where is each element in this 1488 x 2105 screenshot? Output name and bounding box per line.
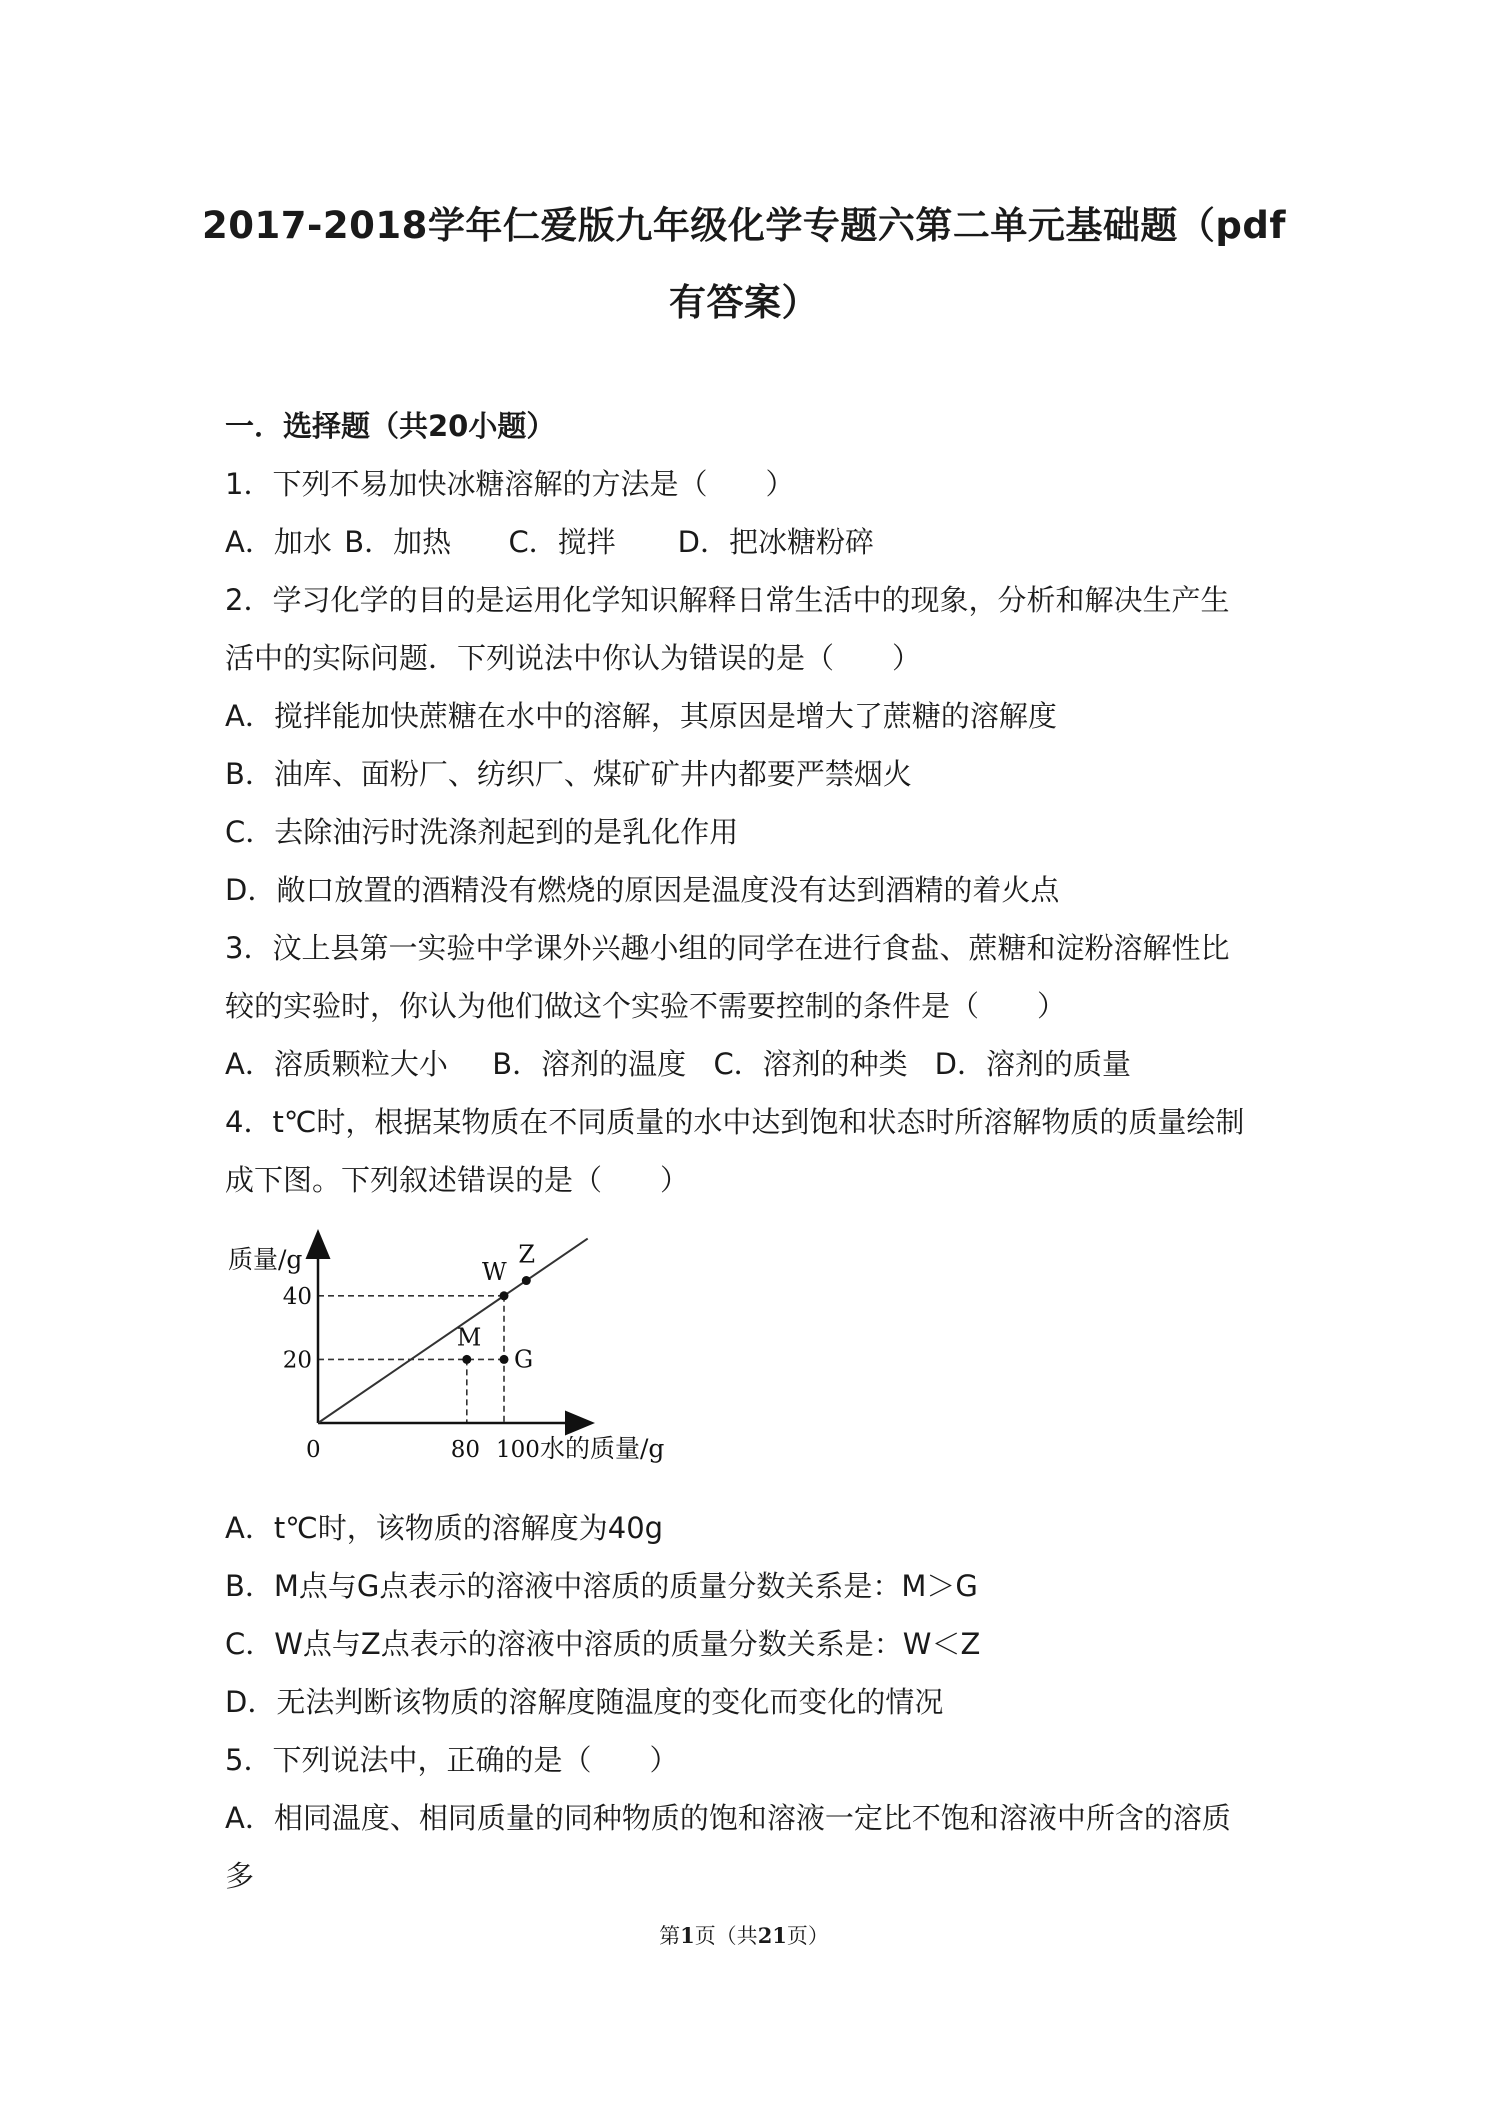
document-title-line-1: 2017-2018学年仁爱版九年级化学专题六第二单元基础题（pdf bbox=[202, 204, 1286, 247]
q1-options bbox=[225, 524, 874, 560]
footer-prefix: 第 bbox=[659, 1924, 681, 1948]
q1-option-b: B．加热 bbox=[344, 525, 452, 559]
q3-option-a: A．溶质颗粒大小 bbox=[225, 1047, 448, 1081]
q3-stem-line-2: 较的实验时，你认为他们做这个实验不需要控制的条件是（ ） bbox=[225, 989, 1067, 1023]
q3-options bbox=[225, 1046, 1131, 1082]
q5-stem: 5．下列说法中，正确的是（ ） bbox=[225, 1743, 679, 1777]
x-tick-label-80: 80 bbox=[450, 1437, 481, 1463]
q5-option-a-line-1: A．相同温度、相同质量的同种物质的饱和溶液一定比不饱和溶液中所含的溶质 bbox=[225, 1801, 1231, 1835]
point-z bbox=[522, 1276, 531, 1285]
page-footer bbox=[0, 1920, 1488, 1950]
y-tick-label-40: 40 bbox=[282, 1283, 312, 1310]
q2-stem-line-1: 2．学习化学的目的是运用化学知识解释日常生活中的现象，分析和解决生产生 bbox=[225, 583, 1230, 617]
q4-option-b: B．M点与G点表示的溶液中溶质的质量分数关系是：M＞G bbox=[225, 1569, 978, 1603]
y-axis-label: 质量/g bbox=[228, 1245, 303, 1274]
document-title-line-2: 有答案） bbox=[669, 281, 819, 324]
q4-stem-line-1: 4．t℃时，根据某物质在不同质量的水中达到饱和状态时所溶解物质的质量绘制 bbox=[225, 1105, 1245, 1139]
q4-option-c: C．W点与Z点表示的溶液中溶质的质量分数关系是：W＜Z bbox=[225, 1627, 981, 1661]
point-label-g: G bbox=[514, 1345, 534, 1374]
chart-points bbox=[457, 1241, 535, 1374]
q4-option-a: A．t℃时，该物质的溶解度为40g bbox=[225, 1511, 664, 1545]
point-g bbox=[500, 1355, 509, 1364]
chart-series bbox=[318, 1239, 588, 1423]
q3-option-d: D．溶剂的质量 bbox=[934, 1047, 1131, 1081]
footer-page-number: 1 bbox=[680, 1923, 695, 1948]
q2-stem-line-2: 活中的实际问题．下列说法中你认为错误的是（ ） bbox=[225, 641, 922, 675]
q1-option-d: D．把冰糖粉碎 bbox=[677, 525, 874, 559]
q1-option-c: C．搅拌 bbox=[508, 525, 616, 559]
footer-suffix: 页） bbox=[786, 1924, 829, 1948]
y-tick-label-20: 20 bbox=[282, 1347, 312, 1374]
x-tick-label-100: 100 bbox=[496, 1437, 540, 1463]
point-w bbox=[500, 1291, 509, 1300]
footer-total-pages: 21 bbox=[757, 1923, 787, 1948]
q3-option-b: B．溶剂的温度 bbox=[492, 1047, 687, 1081]
q1-stem: 1．下列不易加快冰糖溶解的方法是（ ） bbox=[225, 467, 795, 501]
q2-option-b: B．油库、面粉厂、纺织厂、煤矿矿井内都要严禁烟火 bbox=[225, 757, 912, 791]
q4-stem-line-2: 成下图。下列叙述错误的是（ ） bbox=[225, 1163, 690, 1197]
point-label-z: Z bbox=[518, 1240, 536, 1269]
series-line-0 bbox=[318, 1239, 588, 1423]
q2-option-c: C．去除油污时洗涤剂起到的是乳化作用 bbox=[225, 815, 739, 849]
q2-option-d: D．敞口放置的酒精没有燃烧的原因是温度没有达到酒精的着火点 bbox=[225, 873, 1060, 907]
q2-option-a: A．搅拌能加快蔗糖在水中的溶解，其原因是增大了蔗糖的溶解度 bbox=[225, 699, 1057, 733]
x-tick-labels bbox=[451, 1437, 540, 1463]
point-label-m: M bbox=[456, 1323, 482, 1352]
x-axis-label: 水的质量/g bbox=[540, 1434, 665, 1463]
footer-middle: 页（共 bbox=[694, 1924, 758, 1948]
section-heading: 一．选择题（共20小题） bbox=[225, 409, 556, 443]
y-tick-labels bbox=[283, 1284, 312, 1374]
point-label-w: W bbox=[482, 1257, 507, 1286]
q5-option-a-line-2: 多 bbox=[225, 1859, 255, 1893]
q1-option-a: A．加水 bbox=[225, 525, 332, 559]
origin-label: 0 bbox=[306, 1437, 321, 1463]
q3-option-c: C．溶剂的种类 bbox=[713, 1047, 908, 1081]
q3-stem-line-1: 3．汶上县第一实验中学课外兴趣小组的同学在进行食盐、蔗糖和淀粉溶解性比 bbox=[225, 931, 1230, 965]
solubility-chart bbox=[222, 1228, 692, 1468]
point-m bbox=[462, 1355, 471, 1364]
q4-option-d: D．无法判断该物质的溶解度随温度的变化而变化的情况 bbox=[225, 1685, 944, 1719]
